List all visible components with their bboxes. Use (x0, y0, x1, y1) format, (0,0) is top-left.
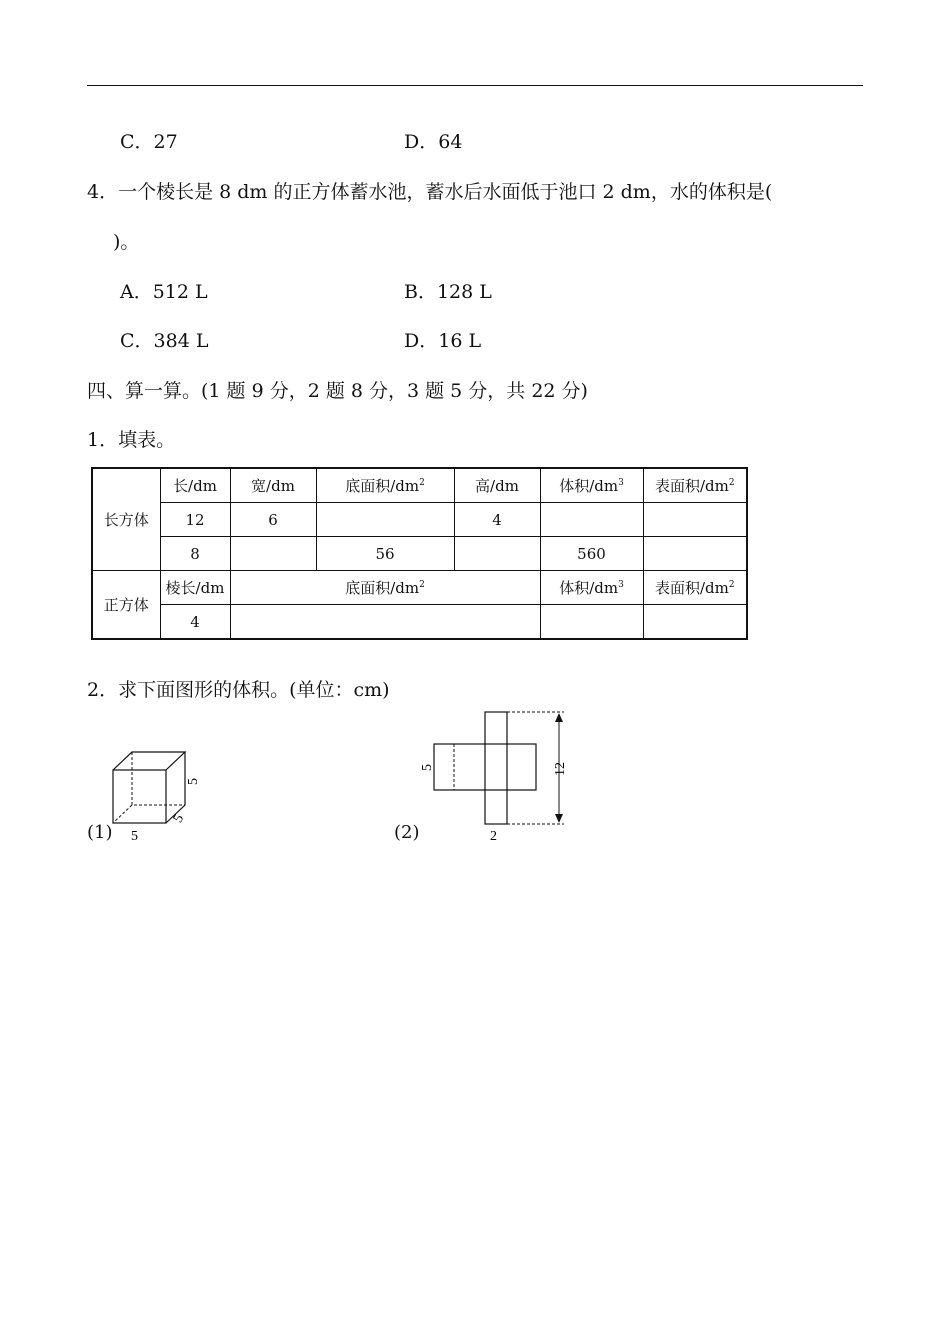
cuboid-label: 长方体 (92, 468, 160, 571)
net-dim-arrow-top (555, 713, 563, 722)
r1-length: 12 (160, 503, 230, 537)
cube-edge: 4 (160, 605, 230, 640)
net-dim-arrow-bottom (555, 814, 563, 823)
fig1-label: (1) (87, 822, 113, 843)
r2-surface-blank[interactable] (643, 537, 747, 571)
header-height: 高/dm (454, 468, 540, 503)
fig1-dim-depth: 5 (170, 811, 188, 826)
section-4-q2: 2．求下面图形的体积。(单位：cm) (87, 679, 390, 701)
cube-header-surface-area: 表面积$/dm^2$ (643, 571, 747, 605)
cube-front-face (113, 770, 166, 823)
r2-base: 56 (316, 537, 454, 571)
q4-stem: 4．一个棱长是 8 dm 的正方体蓄水池，蓄水后水面低于池口 2 dm，水的体积是( (87, 181, 773, 203)
fig2-dim-left: 5 (420, 764, 435, 771)
header-rule (87, 85, 863, 86)
q4-stem-end: )。 (113, 231, 140, 253)
section-4-title: 四、算一算。(1 题 9 分，2 题 8 分，3 题 5 分，共 22 分) (87, 380, 588, 402)
r1-width: 6 (230, 503, 316, 537)
fig2-label: (2) (394, 822, 420, 843)
header-width: 宽/dm (230, 468, 316, 503)
cube-volume-blank[interactable] (540, 605, 643, 640)
r2-width-blank[interactable] (230, 537, 316, 571)
cube-surface-blank[interactable] (643, 605, 747, 640)
fig2-dim-bottom: 2 (490, 829, 497, 844)
r2-height-blank[interactable] (454, 537, 540, 571)
header-volume: 体积$/dm^3$ (540, 468, 643, 503)
r1-volume-blank[interactable] (540, 503, 643, 537)
q4-option-d[interactable]: D．16 L (404, 330, 482, 352)
section-4-q1: 1．填表。 (87, 429, 176, 451)
fig2-dim-right: 12 (553, 762, 568, 776)
fig1-dim-bottom: 5 (131, 829, 138, 844)
cube-header-base-area: 底面积$/dm^2$ (230, 571, 540, 605)
q4-option-b[interactable]: B．128 L (404, 281, 492, 303)
cube-figure (105, 745, 205, 845)
q3-option-c[interactable]: C．27 (120, 131, 178, 153)
r2-length: 8 (160, 537, 230, 571)
r2-volume: 560 (540, 537, 643, 571)
q4-option-c[interactable]: C．384 L (120, 330, 209, 352)
cube-right-face (166, 752, 185, 823)
fig1-dim-right: 5 (186, 778, 201, 785)
q3-option-d[interactable]: D．64 (404, 131, 463, 153)
cube-base-blank[interactable] (230, 605, 540, 640)
cube-label: 正方体 (92, 571, 160, 640)
header-edge: 棱长/dm (160, 571, 230, 605)
net-figure (412, 705, 582, 845)
r1-height: 4 (454, 503, 540, 537)
fill-table (91, 467, 748, 640)
r1-base-blank[interactable] (316, 503, 454, 537)
header-base-area: 底面积$/dm^2$ (316, 468, 454, 503)
header-length: 长/dm (160, 468, 230, 503)
cube-hidden-edge-diag (113, 805, 132, 823)
net-vertical-strip (485, 712, 507, 824)
r1-surface-blank[interactable] (643, 503, 747, 537)
cube-top-face (113, 752, 185, 770)
header-surface-area: 表面积$/dm^2$ (643, 468, 747, 503)
q4-option-a[interactable]: A．512 L (120, 281, 208, 303)
cube-header-volume: 体积$/dm^3$ (540, 571, 643, 605)
